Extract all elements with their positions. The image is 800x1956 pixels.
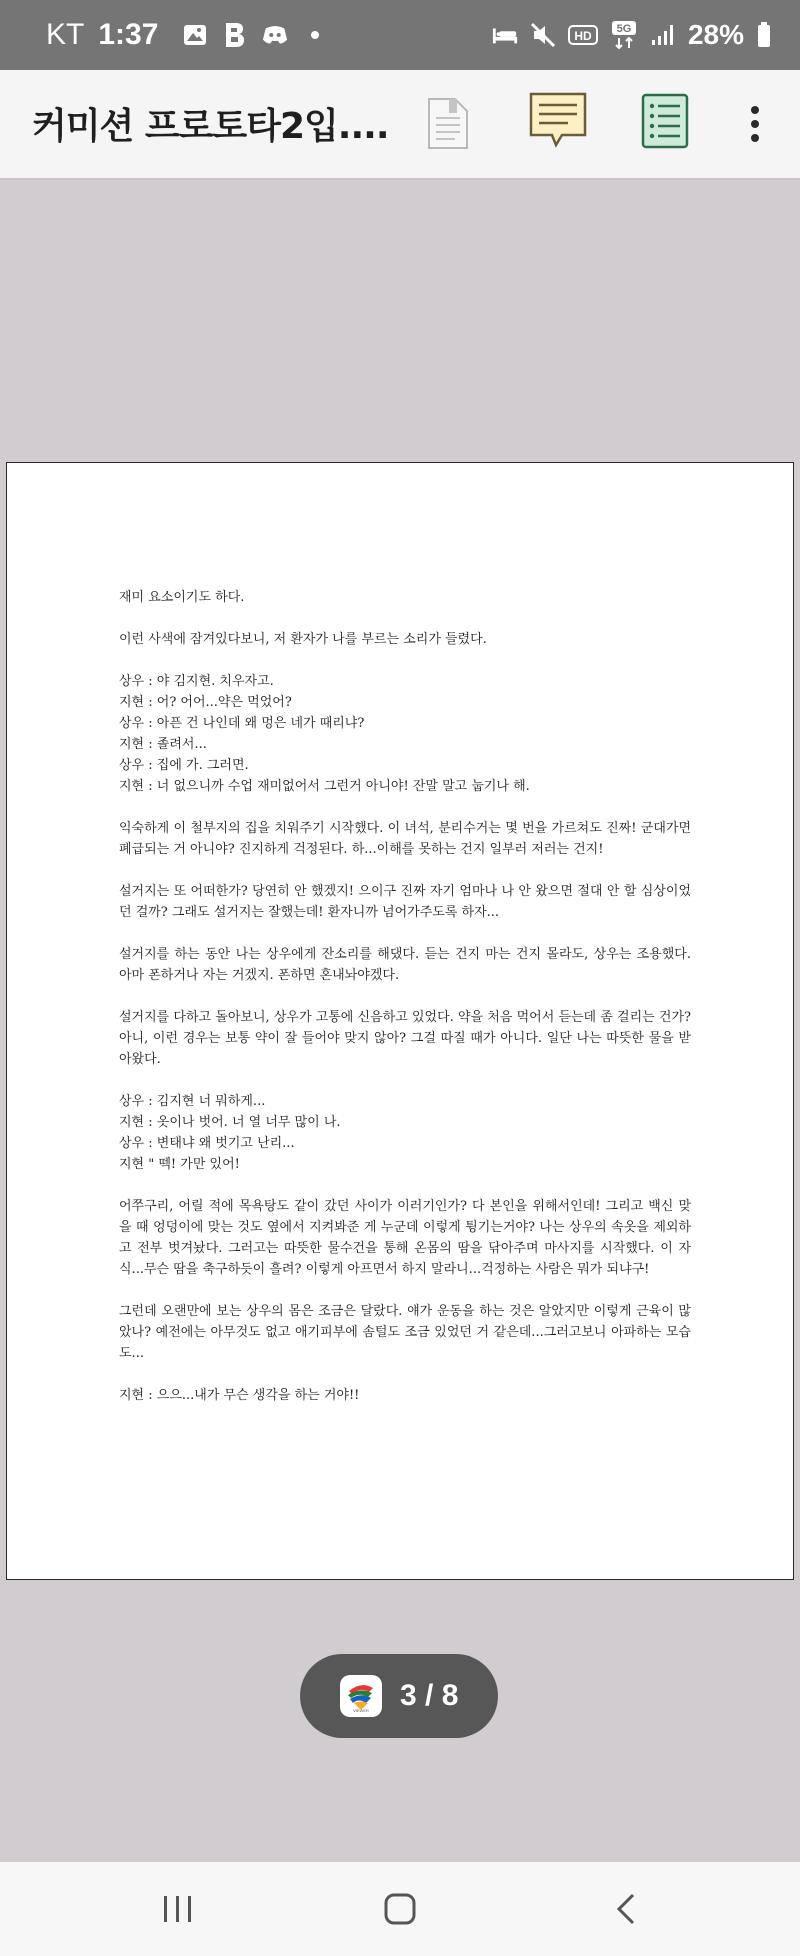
- more-icon: [749, 104, 761, 144]
- paragraph: 설거지를 다하고 돌아보니, 상우가 고통에 신음하고 있었다. 약을 처음 먹어서 듣는데 좀 걸리는 건가? 아니, 이런 경우는 보통 약이 잘 들어야 맞지 않아? 그걸 따질 때가 아니다. 일단 나는 따뜻한 물을 받아왔다.: [119, 1010, 691, 1067]
- outline-list-button[interactable]: [640, 92, 690, 150]
- document-view-button[interactable]: [418, 94, 478, 154]
- sleep-mode-icon: [492, 22, 518, 48]
- status-bar: [0, 0, 800, 70]
- back-button[interactable]: [596, 1882, 656, 1936]
- mute-icon: [530, 22, 556, 48]
- document-icon: [425, 96, 471, 152]
- page-indicator[interactable]: [300, 1654, 498, 1738]
- list-icon: [641, 93, 689, 149]
- carrier-label: KT: [46, 18, 85, 51]
- notification-dot-icon: [302, 22, 328, 48]
- document-viewer[interactable]: [0, 182, 800, 1862]
- gallery-icon: [182, 22, 208, 48]
- paragraph: 지현 : 으으...내가 무슨 생각을 하는 거야!!: [119, 1388, 360, 1403]
- comment-icon: [528, 91, 588, 155]
- svg-text:5G: 5G: [616, 23, 632, 35]
- dialogue-block: 상우 : 김지현 너 뭐하게... 지현 : 옷이나 벗어. 너 열 너무 많이 나. 상우 : 변태냐 왜 벗기고 난리... 지현 " 떽! 가만 있어!: [119, 1094, 341, 1172]
- app-bar: [0, 70, 800, 180]
- system-nav-bar: [0, 1862, 800, 1956]
- more-options-button[interactable]: [740, 94, 770, 154]
- paragraph: 그런데 오랜만에 보는 상우의 몸은 조금은 달랐다. 얘가 운동을 하는 것은 알았지만 이렇게 근육이 많았나? 예전에는 아무것도 없고 애기피부에 솜털도 조금 있었던 거 같은데...그러고보니 아파하는 모습도...: [119, 1304, 691, 1361]
- hd-voice-icon: [568, 22, 598, 48]
- svg-text:VIEWER: VIEWER: [353, 1708, 369, 1713]
- recent-apps-icon: [161, 1894, 195, 1924]
- document-title: 커미션 프로토타2입....: [32, 106, 389, 147]
- clock: 1:37: [98, 18, 159, 51]
- document-page[interactable]: [6, 462, 794, 1580]
- paragraph: 이런 사색에 잠겨있다보니, 저 환자가 나를 부르는 소리가 들렸다.: [119, 632, 487, 647]
- dialogue-block: 상우 : 야 김지현. 치우자고. 지현 : 어? 어어...약은 먹었어? 상우 : 아픈 건 나인데 왜 멍은 네가 때리냐? 지현 : 졸려서... 상우 : 집에 가. 그러면. 지현 : 너 없으니까 수업 재미없어서 그런거 아니야! 잔말 말고 눕기나 해.: [119, 674, 530, 794]
- 5g-network-icon: [610, 22, 638, 48]
- battery-percent: 28%: [687, 19, 744, 50]
- comment-button[interactable]: [527, 90, 589, 156]
- b-app-icon: [222, 22, 248, 48]
- battery-icon: [756, 22, 772, 48]
- paragraph: 익숙하게 이 철부지의 집을 치워주기 시작했다. 이 녀석, 분리수거는 몇 번을 가르쳐도 진짜! 군대가면 폐급되는 거 아니야? 진지하게 걱정된다. 하...이해를 못하는 건지 일부러 저러는 건지!: [119, 821, 691, 857]
- viewer-logo-icon: [340, 1675, 382, 1717]
- signal-icon: [650, 22, 676, 48]
- paragraph: 재미 요소이기도 하다.: [119, 590, 245, 605]
- recent-apps-button[interactable]: [148, 1882, 208, 1936]
- home-icon: [383, 1892, 417, 1926]
- page-body: [119, 587, 691, 1427]
- back-icon: [615, 1892, 637, 1926]
- svg-text:HD: HD: [574, 29, 592, 43]
- discord-icon: [262, 22, 288, 48]
- home-button[interactable]: [370, 1882, 430, 1936]
- paragraph: 어쭈구리, 어릴 적에 목욕탕도 같이 갔던 사이가 이러기인가? 다 본인을 위해서인데! 그리고 백신 맞을 때 엉덩이에 맞는 것도 옆에서 지켜봐준 게 누군데 이렇게 튕기는거야? 나는 상우의 속옷을 제외하고 전부 벗겨놨다. 그러고는 따뜻한 물수건을 통해 온몸의 땀을 닦아주며 마사지를 시작했다. 이 자식...무슨 땀을 축구하듯이 흘려? 이렇게 아프면서 하지 말라니...걱정하는 사람은 뭐가 되냐구!: [119, 1199, 691, 1277]
- page-number-label: 3 / 8: [400, 1679, 459, 1712]
- paragraph: 설거지는 또 어떠한가? 당연히 안 했겠지! 으이구 진짜 자기 엄마나 나 안 왔으면 절대 안 할 심상이었던 걸까? 그래도 설거지는 잘했는데! 환자니까 넘어가주도록 하자...: [119, 884, 691, 920]
- paragraph: 설거지를 하는 동안 나는 상우에게 잔소리를 해댔다. 듣는 건지 마는 건지 몰라도, 상우는 조용했다. 아마 폰하거나 자는 거겠지. 폰하면 혼내놔야겠다.: [119, 947, 691, 983]
